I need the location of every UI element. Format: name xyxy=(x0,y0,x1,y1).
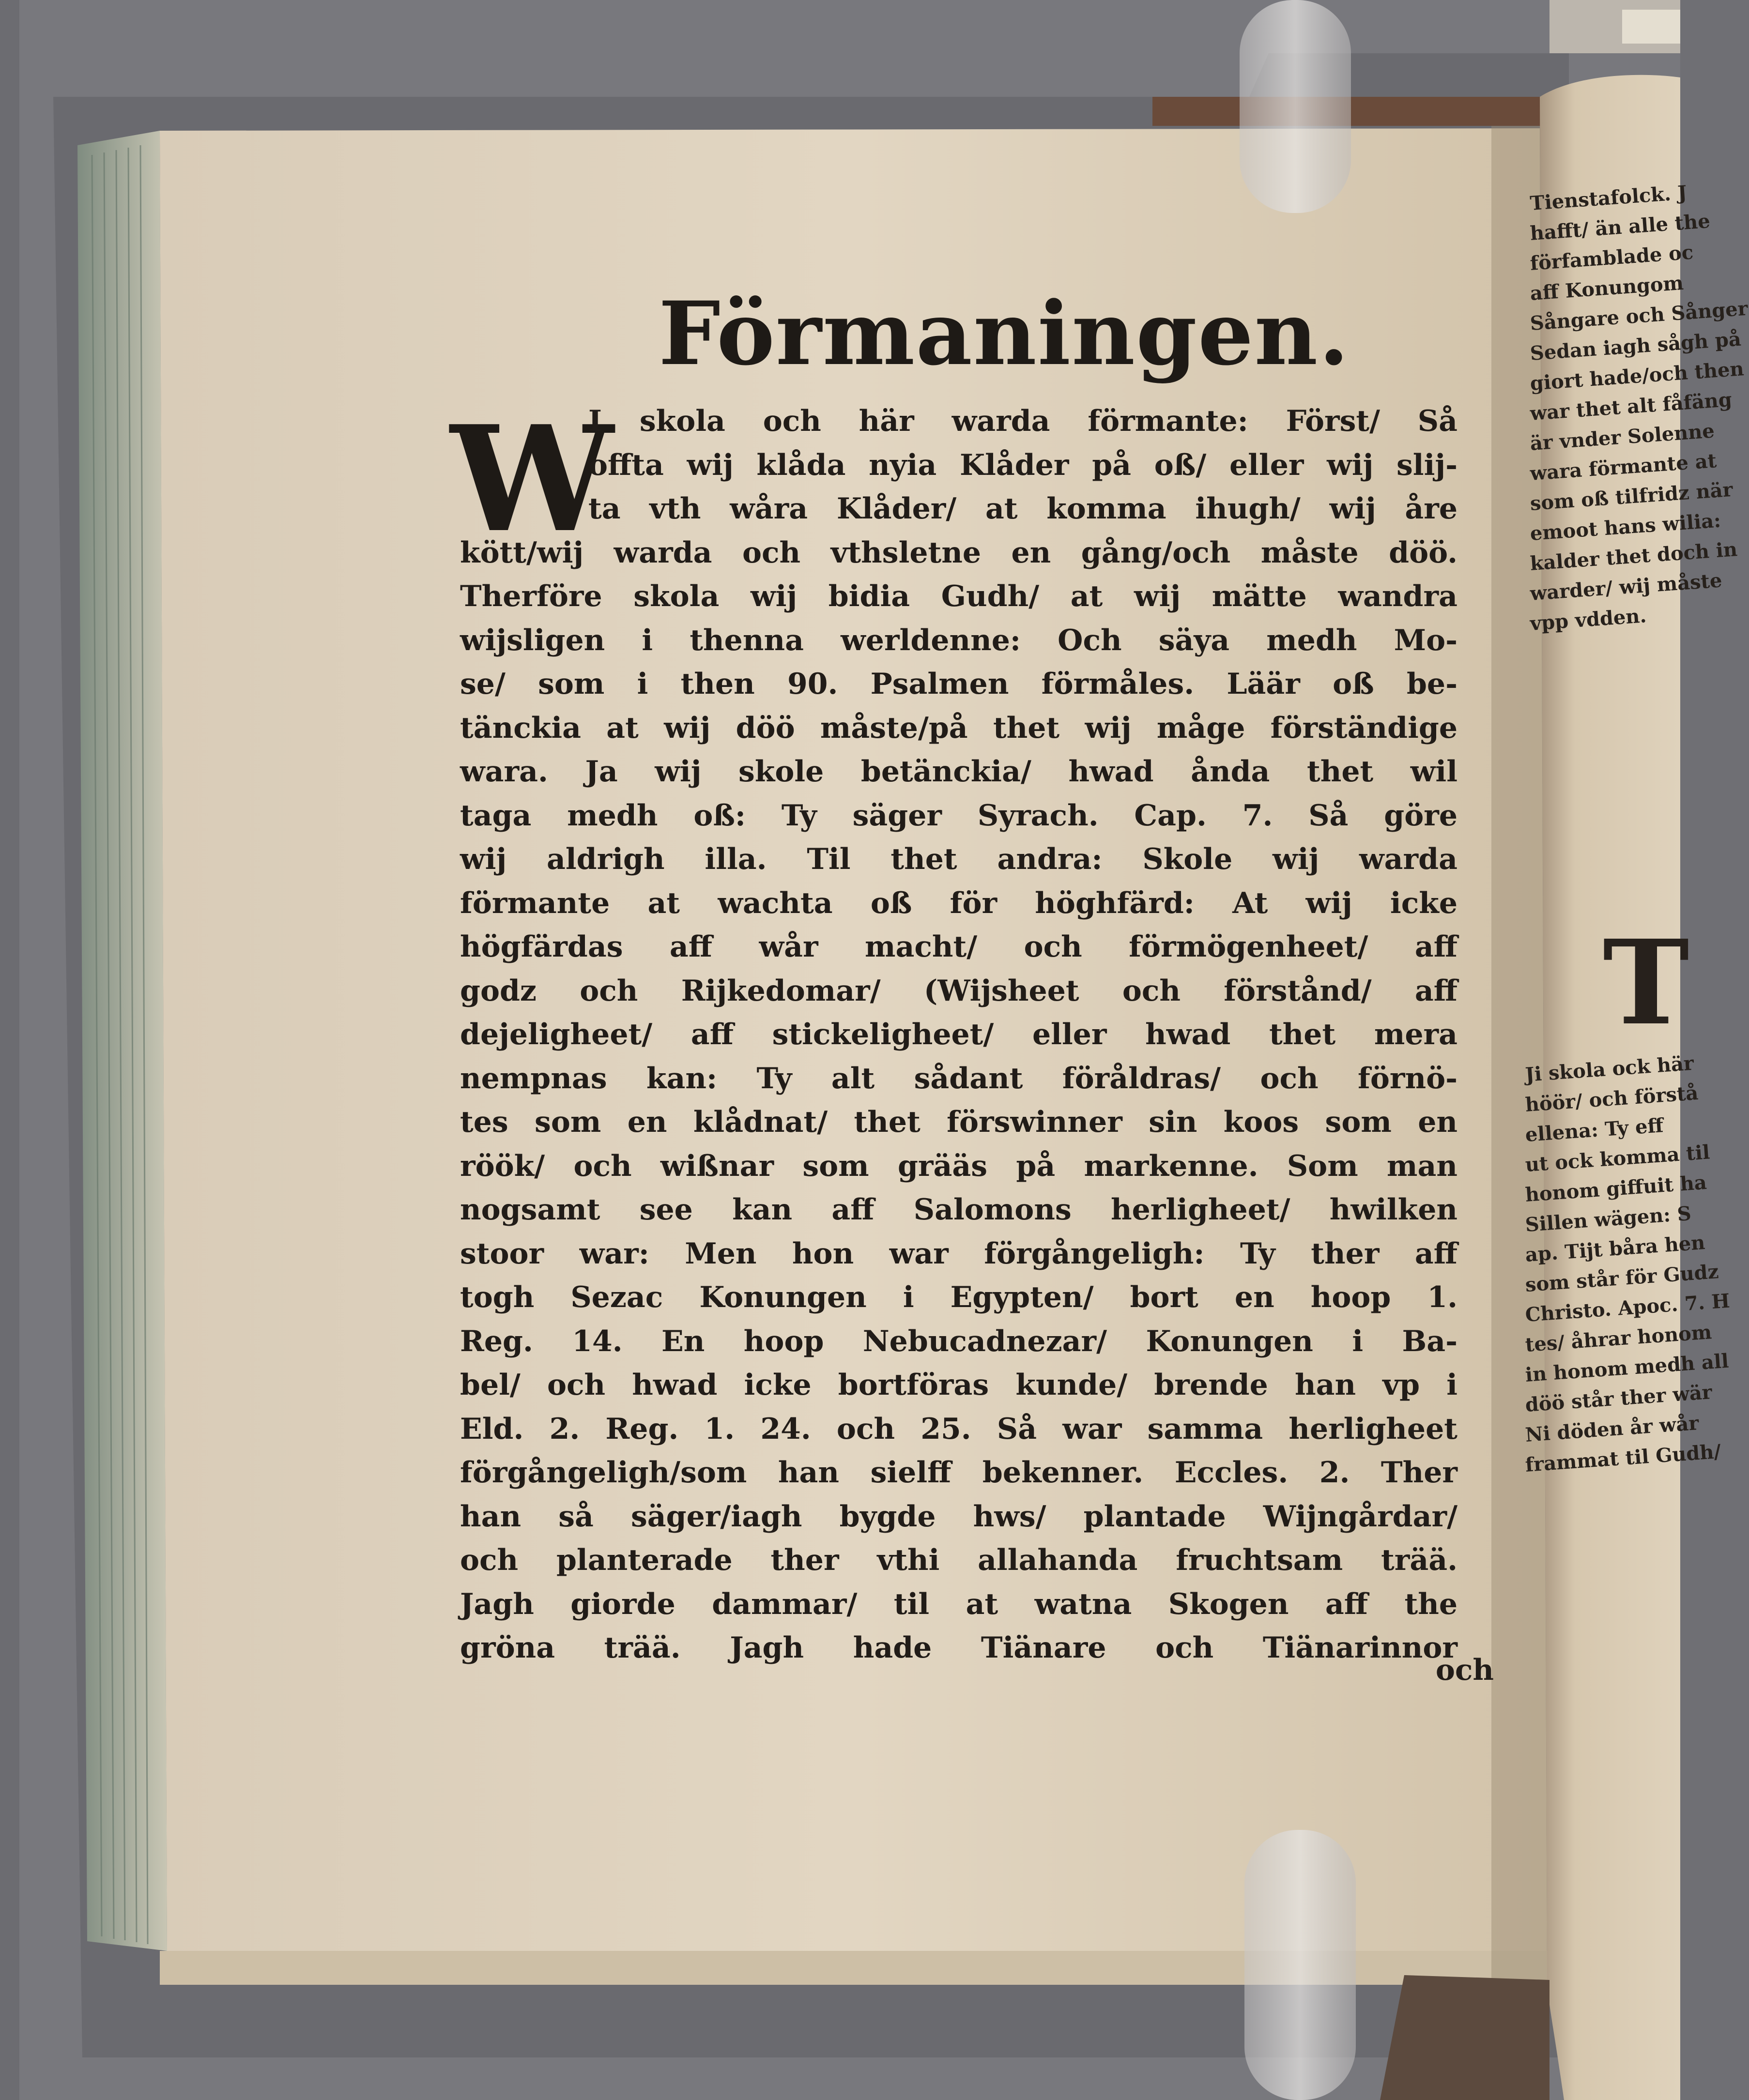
text-line: nogsamt see kan aff Salomons herligheet/ hwilken xyxy=(460,1193,1458,1227)
text-line: se/ som i then 90. Psalmen förmåles. Läär oß be- xyxy=(460,667,1458,701)
facing-text-line: in honom medh all xyxy=(1524,1349,1730,1386)
facing-text-line: ap. Tijt båra hen xyxy=(1524,1231,1706,1266)
text-line: och planterade ther vthi allahanda fruchtsam trää. xyxy=(460,1543,1458,1577)
facing-text-line: döö står ther wär xyxy=(1524,1381,1713,1416)
facing-text-line: Ji skola ock här xyxy=(1524,1051,1695,1086)
facing-text-line: honom giffuit ha xyxy=(1524,1171,1708,1206)
facing-text-line: warder/ wij måste xyxy=(1529,569,1723,605)
page-heading: Förmaningen. xyxy=(659,283,1350,385)
text-line: bel/ och hwad icke bortföras kunde/ brende han vp i xyxy=(460,1368,1458,1402)
decorated-initial: W xyxy=(450,394,614,564)
text-line: kött/wij warda och vthsletne en gång/och måste döö. xyxy=(460,535,1458,570)
text-line: taga medh oß: Ty säger Syrach. Cap. 7. Så göre xyxy=(460,798,1458,833)
facing-text-line: ut ock komma til xyxy=(1524,1141,1711,1176)
facing-text-line: giort hade/och then xyxy=(1529,357,1745,395)
text-line: stoor war: Men hon war förgångeligh: Ty ther aff xyxy=(460,1236,1458,1271)
facing-text-line: tes/ åhrar honom xyxy=(1524,1321,1713,1356)
text-line: dejeligheet/ aff stickeligheet/ eller hwad thet mera xyxy=(460,1018,1458,1051)
text-line: Jagh giorde dammar/ til at watna Skogen aff the xyxy=(460,1587,1458,1621)
facing-text-line: Sångare och Sånger xyxy=(1529,297,1749,335)
text-line: togh Sezac Konungen i Egypten/ bort en hoop 1. xyxy=(460,1280,1458,1314)
facing-text-line: wara förmante at xyxy=(1529,449,1718,485)
facing-text-line: förfamblade oc xyxy=(1529,241,1694,275)
facing-text-line: Tienstafolck. J xyxy=(1529,181,1688,215)
facing-text-line: som oß tilfridz när xyxy=(1529,478,1734,515)
left-page xyxy=(174,136,1540,1927)
text-line: ta vth wåra Klåder/ at komma ihugh/ wij åre xyxy=(588,492,1458,526)
facing-text-line: vpp vdden. xyxy=(1529,604,1647,635)
text-line: Reg. 14. En hoop Nebucadnezar/ Konungen i Ba- xyxy=(460,1324,1458,1358)
text-line: offta wij klåda nyia Klåder på oß/ eller wij slij- xyxy=(588,448,1458,482)
facing-text-line: är vnder Solenne xyxy=(1529,419,1716,455)
body-text xyxy=(460,399,1458,1670)
facing-page-text-bottom xyxy=(1524,1051,1731,1480)
facing-text-line: som står för Gudz xyxy=(1524,1260,1719,1296)
text-line: förgångeligh/som han sielff bekenner. Eccles. 2. Ther xyxy=(460,1456,1458,1490)
text-line: nempnas kan: Ty alt sådant föråldras/ och förnö- xyxy=(460,1061,1458,1096)
facing-text-line: höör/ och förstå xyxy=(1524,1081,1699,1116)
facing-text-line: hafft/ än alle the xyxy=(1529,210,1711,245)
facing-text-line: ellena: Ty eff xyxy=(1524,1114,1664,1146)
text-line: tänckia at wij döö måste/på thet wij måge förständige xyxy=(460,711,1458,745)
text-line: wara. Ja wij skole betänckia/ hwad ånda thet wil xyxy=(460,755,1458,789)
text-line: röök/ och wißnar som grääs på markenne. Som man xyxy=(460,1149,1458,1183)
text-line: Therföre skola wij bidia Gudh/ at wij mätte wandra xyxy=(460,579,1458,613)
facing-decorated-initial: T xyxy=(1603,914,1689,1051)
text-line: Eld. 2. Reg. 1. 24. och 25. Så war samma herligheet xyxy=(460,1412,1458,1446)
text-line: han så säger/iagh bygde hws/ plantade Wijngårdar/ xyxy=(460,1499,1458,1534)
text-line: gröna trää. Jagh hade Tiänare och Tiänarinnor xyxy=(460,1631,1458,1665)
facing-text-line: emoot hans wilia: xyxy=(1529,509,1722,545)
facing-text-line: Sedan iagh sågh på xyxy=(1529,327,1742,365)
text-line: I skola och här warda förmante: Först/ Så xyxy=(588,404,1458,438)
facing-page xyxy=(1524,53,1749,2100)
facing-text-line: kalder thet doch in xyxy=(1529,538,1738,575)
text-line: tes som en klådnat/ thet förswinner sin koos som en xyxy=(460,1105,1458,1139)
text-line: högfärdas aff wår macht/ och förmögenheet/ aff xyxy=(460,930,1458,964)
facing-text-line: Sillen wägen: S xyxy=(1524,1202,1692,1236)
text-line: wij aldrigh illa. Til thet andra: Skole wij warda xyxy=(460,842,1458,876)
catchword: och xyxy=(1435,1653,1494,1687)
facing-text-line: war thet alt fåfäng xyxy=(1529,388,1733,425)
text-line: förmante at wachta oß för höghfärd: At wij icke xyxy=(460,886,1458,920)
text-line: wijsligen i thenna werldenne: Och säya medh Mo- xyxy=(460,623,1458,657)
facing-text-line: aff Konungom xyxy=(1529,271,1685,305)
facing-page-text-top xyxy=(1529,181,1749,639)
text-line: godz och Rijkedomar/ (Wijsheet och förstånd/ aff xyxy=(460,974,1458,1008)
facing-text-line: Christo. Apoc. 7. H xyxy=(1524,1289,1731,1326)
facing-text-line: Ni döden år wår xyxy=(1524,1412,1700,1446)
facing-text-line: frammat til Gudh/ xyxy=(1524,1440,1722,1476)
